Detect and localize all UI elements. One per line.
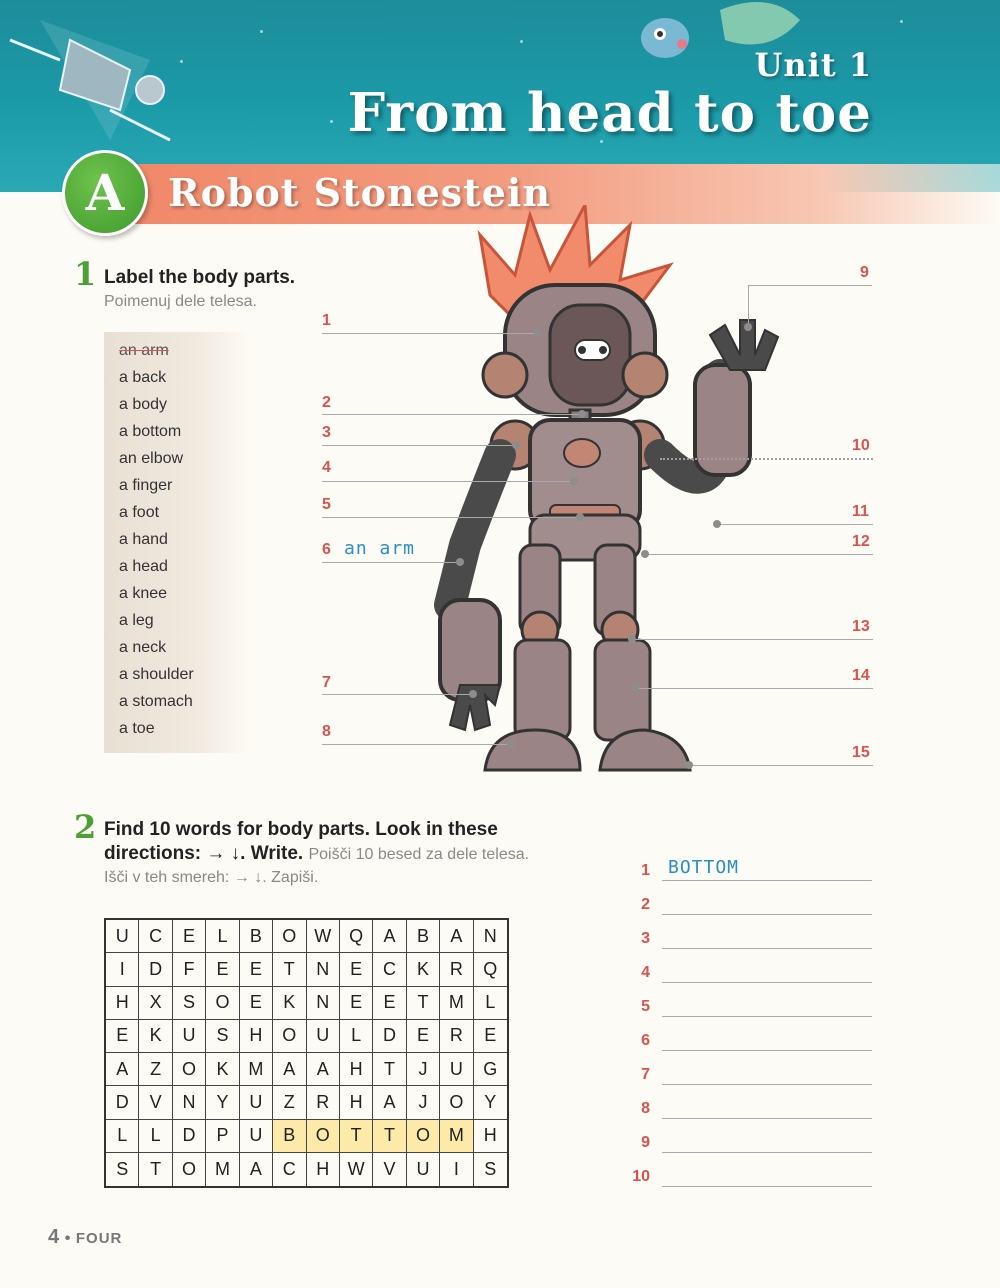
- label-line[interactable]: [322, 333, 540, 334]
- exercise-2-title-directions: directions: → ↓. Write.: [104, 843, 304, 864]
- grid-letter[interactable]: O: [307, 1120, 340, 1153]
- grid-letter[interactable]: T: [139, 1153, 172, 1186]
- grid-letter[interactable]: M: [440, 1120, 473, 1153]
- label-line[interactable]: [322, 445, 518, 446]
- label-number: 5: [322, 496, 331, 513]
- pointer-dot: [570, 477, 578, 485]
- grid-letter[interactable]: O: [407, 1120, 440, 1153]
- label-number: 14: [852, 667, 870, 684]
- label-number: 8: [322, 723, 331, 740]
- word-search-grid: [104, 918, 509, 1188]
- word-bank-item: a knee: [119, 585, 168, 602]
- exercise-2-title-line2: [104, 842, 529, 867]
- word-bank-item: a bottom: [119, 423, 182, 440]
- label-number: 12: [852, 533, 870, 550]
- grid-letter[interactable]: B: [240, 920, 273, 953]
- pointer-dot: [456, 558, 464, 566]
- grid-letter[interactable]: H: [240, 1020, 273, 1053]
- label-number: 13: [852, 618, 870, 635]
- grid-letter[interactable]: Y: [206, 1086, 239, 1119]
- grid-letter[interactable]: T: [273, 953, 306, 986]
- grid-letter[interactable]: O: [273, 920, 306, 953]
- exercise-1-subtitle: Poimenuj dele telesa.: [104, 293, 257, 310]
- grid-letter[interactable]: Z: [139, 1053, 172, 1086]
- grid-letter[interactable]: Q: [474, 953, 507, 986]
- grid-letter[interactable]: L: [106, 1120, 139, 1153]
- label-line[interactable]: [718, 524, 873, 525]
- section-badge: A: [62, 150, 148, 236]
- grid-letter[interactable]: K: [206, 1053, 239, 1086]
- word-bank-item: a body: [119, 396, 168, 413]
- word-bank-item: a finger: [119, 477, 173, 494]
- grid-letter[interactable]: R: [440, 953, 473, 986]
- grid-letter[interactable]: R: [307, 1086, 340, 1119]
- grid-letter[interactable]: H: [340, 1086, 373, 1119]
- exercise-2-title-line1: Find 10 words for body parts. Look in these: [104, 819, 498, 840]
- answer-number: 6: [641, 1032, 650, 1049]
- grid-letter[interactable]: E: [340, 953, 373, 986]
- grid-letter[interactable]: D: [139, 953, 172, 986]
- grid-letter[interactable]: D: [173, 1120, 206, 1153]
- pointer-dot: [713, 520, 721, 528]
- label-number: 4: [322, 459, 331, 476]
- grid-letter[interactable]: U: [407, 1153, 440, 1186]
- answer-number: 2: [641, 896, 650, 913]
- grid-letter[interactable]: S: [173, 987, 206, 1020]
- grid-letter[interactable]: O: [173, 1053, 206, 1086]
- grid-letter[interactable]: B: [273, 1120, 306, 1153]
- grid-letter[interactable]: K: [407, 953, 440, 986]
- grid-letter[interactable]: S: [484, 1158, 497, 1179]
- grid-letter[interactable]: C: [373, 953, 406, 986]
- answer-line[interactable]: [662, 1084, 872, 1085]
- label-line[interactable]: [660, 458, 873, 460]
- word-bank-item: a leg: [119, 612, 154, 629]
- grid-letter[interactable]: E: [373, 987, 406, 1020]
- grid-letter[interactable]: I: [106, 953, 139, 986]
- grid-letter[interactable]: H: [474, 1120, 507, 1153]
- answer-line[interactable]: [662, 1186, 872, 1187]
- label-line[interactable]: [322, 414, 584, 415]
- grid-letter[interactable]: V: [373, 1153, 406, 1186]
- grid-letter[interactable]: O: [273, 1020, 306, 1053]
- word-bank-item: a toe: [119, 720, 155, 737]
- grid-letter[interactable]: G: [474, 1053, 507, 1086]
- grid-letter[interactable]: E: [206, 953, 239, 986]
- grid-letter[interactable]: W: [340, 1153, 373, 1186]
- label-number: 10: [852, 437, 870, 454]
- pointer-dot: [578, 410, 586, 418]
- pointer-dot: [512, 441, 520, 449]
- word-bank-item: a back: [119, 369, 167, 386]
- grid-letter[interactable]: R: [440, 1020, 473, 1053]
- label-number: 9: [860, 264, 869, 281]
- example-answer-bottom: BOTTOM: [668, 857, 740, 878]
- grid-letter[interactable]: X: [139, 987, 172, 1020]
- answer-line[interactable]: [662, 880, 872, 881]
- grid-letter[interactable]: O: [173, 1153, 206, 1186]
- unit-label: Unit 1: [754, 46, 872, 84]
- answer-line[interactable]: [662, 1016, 872, 1017]
- example-answer-arm: an arm: [344, 538, 416, 559]
- page-footer: [48, 1226, 122, 1249]
- word-bank-item: a head: [119, 558, 168, 575]
- grid-letter[interactable]: T: [407, 987, 440, 1020]
- grid-letter[interactable]: A: [373, 1086, 406, 1119]
- grid-letter[interactable]: A: [373, 920, 406, 953]
- label-line[interactable]: [748, 285, 872, 286]
- answer-number: 9: [641, 1134, 650, 1151]
- grid-letter[interactable]: H: [106, 987, 139, 1020]
- grid-letter[interactable]: E: [240, 953, 273, 986]
- word-bank-item: a shoulder: [119, 666, 194, 683]
- grid-letter[interactable]: E: [407, 1020, 440, 1053]
- answer-line[interactable]: [662, 914, 872, 915]
- leader-line: [748, 285, 749, 327]
- grid-letter[interactable]: W: [307, 920, 340, 953]
- grid-letter[interactable]: A: [273, 1053, 306, 1086]
- grid-letter[interactable]: E: [474, 1020, 507, 1053]
- grid-letter[interactable]: M: [206, 1153, 239, 1186]
- exercise-1-title: Label the body parts.: [104, 267, 296, 288]
- exercise-1-number: 1: [74, 255, 97, 293]
- label-number: 15: [852, 744, 870, 761]
- word-bank-item: a neck: [119, 639, 167, 656]
- grid-letter[interactable]: T: [340, 1120, 373, 1153]
- page-number: 4: [48, 1226, 60, 1248]
- robot-illustration: [420, 205, 810, 785]
- grid-letter[interactable]: Z: [273, 1086, 306, 1119]
- label-line[interactable]: [322, 481, 575, 482]
- grid-letter[interactable]: I: [440, 1153, 473, 1186]
- grid-letter[interactable]: J: [407, 1053, 440, 1086]
- grid-letter[interactable]: N: [474, 920, 507, 953]
- exercise-2-subtitle-inline: Poišči 10 besed za dele telesa.: [308, 846, 530, 863]
- footer-bullet: •: [64, 1230, 71, 1247]
- grid-letter[interactable]: H: [307, 1153, 340, 1186]
- answer-line[interactable]: [662, 948, 872, 949]
- grid-letter[interactable]: T: [373, 1053, 406, 1086]
- grid-letter[interactable]: A: [240, 1153, 273, 1186]
- grid-letter[interactable]: L: [206, 920, 239, 953]
- label-line[interactable]: [690, 765, 873, 766]
- grid-letter[interactable]: K: [273, 987, 306, 1020]
- grid-letter[interactable]: E: [240, 987, 273, 1020]
- grid-letter[interactable]: N: [307, 953, 340, 986]
- grid-letter[interactable]: A: [307, 1053, 340, 1086]
- grid-letter[interactable]: U: [240, 1120, 273, 1153]
- pointer-dot: [628, 635, 636, 643]
- grid-letter[interactable]: E: [340, 987, 373, 1020]
- word-bank-item: an elbow: [119, 450, 184, 467]
- grid-letter[interactable]: A: [106, 1053, 139, 1086]
- pointer-dot: [469, 690, 477, 698]
- grid-letter[interactable]: E: [106, 1020, 139, 1053]
- grid-letter[interactable]: K: [139, 1020, 172, 1053]
- label-line[interactable]: [322, 744, 512, 745]
- answer-line[interactable]: [662, 982, 872, 983]
- answer-line[interactable]: [662, 1118, 872, 1119]
- grid-letter[interactable]: S: [106, 1153, 139, 1186]
- grid-letter[interactable]: P: [206, 1120, 239, 1153]
- answer-number: 5: [641, 998, 650, 1015]
- section-title: Robot Stonestein: [168, 170, 551, 215]
- exercise-2-subtitle: Išči v teh smereh: → ↓. Zapiši.: [104, 869, 319, 886]
- answer-number: 7: [641, 1066, 650, 1083]
- grid-letter[interactable]: C: [139, 920, 172, 953]
- label-number: 6: [322, 541, 331, 558]
- grid-letter[interactable]: M: [240, 1053, 273, 1086]
- pointer-dot: [507, 740, 515, 748]
- pointer-dot: [631, 684, 639, 692]
- pointer-dot: [534, 329, 542, 337]
- word-bank-item: a foot: [119, 504, 160, 521]
- grid-letter[interactable]: U: [173, 1020, 206, 1053]
- answer-number: 10: [632, 1168, 650, 1185]
- grid-letter[interactable]: C: [273, 1153, 306, 1186]
- grid-letter[interactable]: D: [106, 1086, 139, 1119]
- word-bank-item: a stomach: [119, 693, 193, 710]
- grid-letter[interactable]: S: [206, 1020, 239, 1053]
- answer-number: 8: [641, 1100, 650, 1117]
- answer-line[interactable]: [662, 1050, 872, 1051]
- label-number: 1: [322, 312, 331, 329]
- grid-letter[interactable]: U: [440, 1053, 473, 1086]
- grid-letter[interactable]: U: [240, 1086, 273, 1119]
- grid-letter[interactable]: L: [474, 987, 507, 1020]
- grid-letter[interactable]: N: [307, 987, 340, 1020]
- unit-title: From head to toe: [347, 82, 872, 144]
- page-number-word: FOUR: [75, 1230, 123, 1247]
- label-line[interactable]: [322, 517, 582, 518]
- grid-letter[interactable]: M: [440, 987, 473, 1020]
- grid-letter[interactable]: O: [206, 987, 239, 1020]
- answer-number: 3: [641, 930, 650, 947]
- grid-letter[interactable]: T: [373, 1120, 406, 1153]
- label-line[interactable]: [633, 639, 873, 640]
- exercise-2-number: 2: [74, 808, 97, 846]
- label-number: 2: [322, 394, 331, 411]
- grid-letter[interactable]: F: [173, 953, 206, 986]
- grid-letter[interactable]: D: [373, 1020, 406, 1053]
- label-number: 11: [852, 503, 869, 520]
- grid-letter[interactable]: E: [173, 920, 206, 953]
- answer-number: 1: [641, 862, 650, 879]
- label-number: 3: [322, 424, 331, 441]
- answer-line[interactable]: [662, 1152, 872, 1153]
- pointer-dot: [744, 323, 752, 331]
- grid-letter[interactable]: U: [106, 920, 139, 953]
- grid-letter[interactable]: Q: [340, 920, 373, 953]
- cat-illustration: [0, 0, 240, 160]
- word-bank-item: a hand: [119, 531, 168, 548]
- pointer-dot: [576, 513, 584, 521]
- pointer-dot: [641, 550, 649, 558]
- grid-letter[interactable]: H: [340, 1053, 373, 1086]
- grid-letter[interactable]: V: [139, 1086, 172, 1119]
- label-line[interactable]: [636, 688, 873, 689]
- grid-letter[interactable]: Y: [474, 1086, 507, 1119]
- grid-letter[interactable]: L: [340, 1020, 373, 1053]
- grid-letter[interactable]: O: [440, 1086, 473, 1119]
- grid-letter[interactable]: L: [139, 1120, 172, 1153]
- grid-letter[interactable]: A: [440, 920, 473, 953]
- pointer-dot: [685, 761, 693, 769]
- label-line[interactable]: [322, 562, 462, 563]
- label-line[interactable]: [646, 554, 873, 555]
- label-line[interactable]: [322, 694, 474, 695]
- grid-letter[interactable]: N: [173, 1086, 206, 1119]
- answer-number: 4: [641, 964, 650, 981]
- label-number: 7: [322, 674, 331, 691]
- word-bank-item: an arm: [119, 342, 169, 359]
- grid-letter[interactable]: U: [307, 1020, 340, 1053]
- grid-letter[interactable]: J: [407, 1086, 440, 1119]
- grid-letter[interactable]: B: [407, 920, 440, 953]
